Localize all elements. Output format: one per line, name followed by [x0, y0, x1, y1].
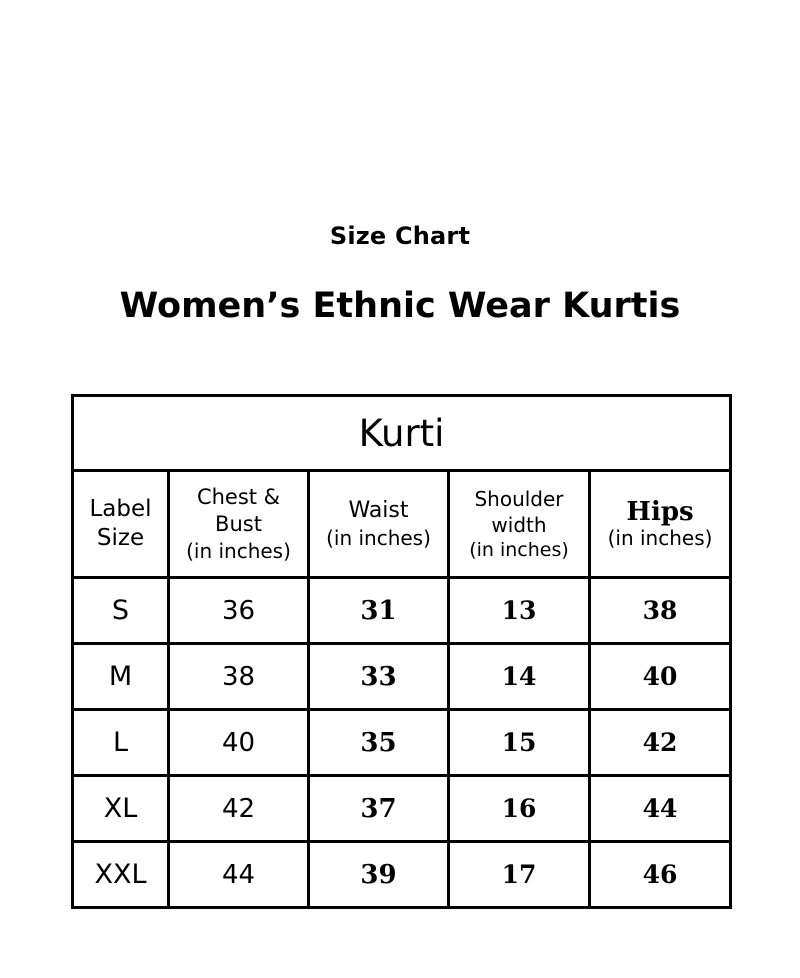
- cell-waist: 35: [309, 710, 449, 776]
- cell-shoulder: 17: [449, 842, 590, 908]
- column-header-shoulder-width: [449, 471, 590, 578]
- table-row: [73, 776, 731, 842]
- header-unit: (in inches): [326, 526, 431, 551]
- header-unit: (in inches): [186, 539, 291, 564]
- cell-shoulder: 13: [449, 578, 590, 644]
- cell-chest: 42: [169, 776, 309, 842]
- cell-hips: 42: [590, 710, 731, 776]
- column-header-waist: [309, 471, 449, 578]
- header-unit: (in inches): [607, 526, 713, 551]
- header-line-1: Chest &: [196, 484, 281, 509]
- cell-hips: 40: [590, 644, 731, 710]
- table-row: [73, 842, 731, 908]
- size-chart-table-wrapper: [71, 394, 729, 909]
- table-row: [73, 578, 731, 644]
- header-line-2: Bust: [215, 512, 262, 536]
- column-header-chest-bust: [169, 471, 309, 578]
- chart-main-title: Women’s Ethnic Wear Kurtis: [119, 286, 681, 326]
- cell-chest: 36: [169, 578, 309, 644]
- cell-chest: 40: [169, 710, 309, 776]
- cell-shoulder: 14: [449, 644, 590, 710]
- header-unit: (in inches): [469, 538, 569, 561]
- table-row: [73, 710, 731, 776]
- cell-waist: 37: [309, 776, 449, 842]
- column-header-hips: [590, 471, 731, 578]
- column-header-label-size: [73, 471, 169, 578]
- cell-shoulder: 16: [449, 776, 590, 842]
- banner-label: Kurti: [73, 396, 731, 471]
- cell-size: L: [73, 710, 169, 776]
- cell-hips: 38: [590, 578, 731, 644]
- header-line-1: Label: [89, 496, 152, 523]
- cell-hips: 46: [590, 842, 731, 908]
- table-header-row: [73, 471, 731, 578]
- header-line-2: Size: [96, 525, 145, 551]
- size-chart-table: [71, 394, 732, 909]
- header-line-2: width: [491, 512, 547, 537]
- header-line-1: Waist: [348, 497, 409, 523]
- header-line-1: Shoulder: [474, 486, 564, 511]
- cell-waist: 31: [309, 578, 449, 644]
- chart-eyebrow-title: Size Chart: [329, 222, 471, 250]
- cell-shoulder: 15: [449, 710, 590, 776]
- cell-size: XL: [73, 776, 169, 842]
- table-row: [73, 644, 731, 710]
- cell-size: M: [73, 644, 169, 710]
- table-banner-row: [73, 396, 731, 471]
- cell-waist: 39: [309, 842, 449, 908]
- cell-hips: 44: [590, 776, 731, 842]
- cell-waist: 33: [309, 644, 449, 710]
- cell-chest: 44: [169, 842, 309, 908]
- cell-size: S: [73, 578, 169, 644]
- cell-chest: 38: [169, 644, 309, 710]
- header-line-1: Hips: [626, 496, 694, 527]
- cell-size: XXL: [73, 842, 169, 908]
